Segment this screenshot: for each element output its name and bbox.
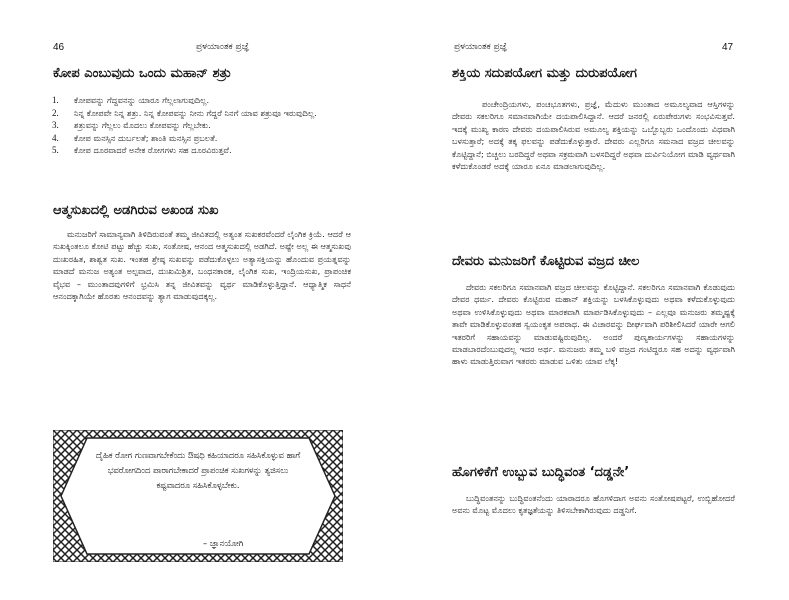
list-item: [52, 119, 357, 132]
list-item: [52, 144, 357, 157]
list-item: [52, 94, 357, 107]
list-text: ಕೋಪ ದೂರವಾದರೆ ಅನೇಕ ರೋಗಗಳು ಸಹ ದೂರವಿರುತ್ತವೆ.: [74, 145, 232, 156]
body-paragraph: ದೇವರು ಸಕಲರಿಗೂ ಸಮಾನವಾಗಿ ವಜ್ರದ ಚೀಲವನ್ನು ಕೊಟ್ಟಿದ್ದಾನೆ. ಸಕಲರಿಗೂ ಸಮಾನವಾಗಿ ಕೊಡುವುದು ದೇವರ ಧರ್ಮ. ದೇವರು ಕೊಟ್ಟಿರುವ ಮಹಾನ್ ಶಕ್ತಿಯನ್ನು ಬಳಸಿಕೊಳ್ಳುವುದು ಅಥವಾ ಕಳೆದುಕೊಳ್ಳುವುದು ಅಥವಾ ಉಳಿಸಿಕೊಳ್ಳುವುದು ಅಥವಾ ಮಾರಕವಾಗಿ ಮಾರ್ಪಡಿಸಿಕೊಳ್ಳುವುದು – ಎಲ್ಲವೂ ಮನುಜರು ತಮ್ಮಷ್ಟಕ್ಕೆ ತಾವೇ ಮಾಡಿಕೊಳ್ಳುವಂತಹ ಸ್ವಯಂಕೃತ ಅಪರಾಧ. ಈ ವಿಚಾರವನ್ನು ದೀರ್ಘವಾಗಿ ಪರಿಶೀಲಿಸಿದರೆ ಯಾರೇ ಆಗಲಿ ಇತರರಿಗೆ ಸಹಾಯವನ್ನು ಮಾಡುವಷ್ಟಿರುವುದಿಲ್ಲ. ಅಂದರೆ ಪುಣ್ಯಕಾರ್ಯಗಳನ್ನು ಸಹಾಯಗಳನ್ನು ಮಾಡಬಾರದೆಂಬುವುದಲ್ಲ ಇದರ ಅರ್ಥ. ಮನುಜರು ತಮ್ಮ ಬಳಿ ವಜ್ರದ ಗಂಟಿದ್ದರೂ ಸಹ ಅದನ್ನು ವ್ಯರ್ಥವಾಗಿ ಹಾಳು ಮಾಡುತ್ತಿರುವಾಗ ಇತರರು ಮಾಡುವ ಒಳಿತು ಯಾವ ಲೆಕ್ಕ!: [452, 282, 735, 367]
body-paragraph: ಬುದ್ಧಿವಂತನನ್ನು ಬುದ್ಧಿವಂತನೆಂದು ಯಾರಾದರೂ ಹೊಗಳಿದಾಗ ಅವನು ಸಂತೋಷಪಟ್ಟರೆ, ಉಬ್ಬಿಹೋದರೆ ಅವನು ಮೊಟ್ಟ ಮೊದಲು ಕೃತಜ್ಞತೆಯನ್ನು ತಿಳಿಸಬೇಕಾಗಿರುವುದು ದಡ್ಡನಿಗೆ.: [452, 493, 735, 516]
list-text: ಶತ್ರುವನ್ನು ಗೆಲ್ಲಲು ಮೊದಲು ಕೋಪವನ್ನು ಗೆಲ್ಲಬೇಕು.: [74, 120, 211, 131]
list-number: 4.: [52, 132, 59, 143]
list-number: 3.: [52, 120, 59, 131]
list-number: 2.: [52, 107, 59, 118]
page-number: 47: [722, 42, 734, 53]
list-text: ಕೋಪವನ್ನು ಗೆದ್ದವನನ್ನು ಯಾರೂ ಗೆಲ್ಲಲಾಗುವುದಿಲ್ಲ.: [74, 95, 210, 105]
quote-attribution: – ಜ್ಞಾನಯೋಗಿ: [203, 538, 244, 548]
page-number: 46: [53, 42, 65, 53]
section-heading-diamond-bag: ದೇವರು ಮನುಜರಿಗೆ ಕೊಟ್ಟಿರುವ ವಜ್ರದ ಚೀಲ: [452, 254, 640, 269]
right-page: [395, 0, 789, 600]
left-page: [0, 0, 394, 600]
list-number: 1.: [52, 95, 59, 105]
body-paragraph: ಮನುಜರಿಗೆ ಸಾಮಾನ್ಯವಾಗಿ ತಿಳಿದಿರುವಂತೆ ತಮ್ಮ ಜೀವಿತದಲ್ಲಿ ಅತ್ಯಂತ ಸುಖಕರವೆಂದರೆ ಲೈಂಗಿಕ ಕ್ರಿಯೆ. ಆದರೆ ಆ ಸುಖಕ್ಕಿಂತಲೂ ಕೋಟಿ ಪಟ್ಟು ಹೆಚ್ಚು ಸುಖ, ಸಂತೋಷ, ಆನಂದ ಆತ್ಮಸುಖದಲ್ಲಿ ಅಡಗಿದೆ. ಅಷ್ಟೇ ಅಲ್ಲ ಈ ಆತ್ಮಸುಖವು ದುಃಖರಹಿತ, ಶಾಶ್ವತ ಸುಖ. ಇಂತಹ ಶ್ರೇಷ್ಠ ಸುಖವನ್ನು ಪಡೆದುಕೊಳ್ಳಲು ಅತ್ಯಾಸಕ್ತಿಯನ್ನು ಹೊಂದುವ ಪ್ರಯತ್ನವನ್ನು ಮಾಡದೆ ಮನುಜ ಅತ್ಯಂತ ಅಲ್ಪವಾದ, ದುಃಖಮಿಶ್ರಿತ, ಬಂಧನಕಾರಕ, ಲೈಂಗಿಕ ಸುಖ, ಇಂದ್ರಿಯಸುಖ, ಪ್ರಾಪಂಚಿಕ ವೈಭವ – ಮುಂತಾದವುಗಳಿಗೆ ಭ್ರಮಿಸಿ ತನ್ನ ಜೀವಿತವನ್ನು ವ್ಯರ್ಥ ಮಾಡಿಕೊಳ್ಳುತ್ತಿದ್ದಾನೆ. ಆಧ್ಯಾತ್ಮಿಕ ಸಾಧನೆ ಆನಂದಕ್ಕಾಗಿಯೇ ಹೊರತು ಆನಂದವನ್ನು ತ್ಯಾಗ ಮಾಡುವುದಕ್ಕಲ್ಲ.: [53, 229, 351, 302]
running-head: ಪ್ರಳಯಾಂತಕ ಪ್ರಜ್ಞೆ: [196, 42, 250, 52]
section-heading-self-bliss: ಆತ್ಮಸುಖದಲ್ಲಿ ಅಡಗಿರುವ ಅಖಂಡ ಸುಖ: [53, 203, 219, 218]
quote-text: ದೈಹಿಕ ರೋಗ ಗುಣವಾಗಬೇಕೆಂದು ಔಷಧಿ ಕಹಿಯಾದರೂ ಸಹಿಸಿಕೊಳ್ಳುವ ಹಾಗೆ ಭವರೋಗದಿಂದ ಪಾರಾಗಬೇಕಾದರೆ ಪ್ರಾಪಂಚಿಕ ಸುಖಗಳನ್ನು ತ್ಯಜಿಸಲು ಕಷ್ಟವಾದರೂ ಸಹಿಸಿಕೊಳ್ಳಬೇಕು.: [95, 450, 301, 490]
list-text: ನಿನ್ನ ಕೋಪವೇ ನಿನ್ನ ಶತ್ರು. ನಿನ್ನ ಕೋಪವನ್ನು ನೀನು ಗೆದ್ದರೆ ನಿನಗೆ ಯಾವ ಶತ್ರುವೂ ಇರುವುದಿಲ್ಲ.: [74, 107, 317, 118]
anger-list: [52, 94, 357, 157]
list-number: 5.: [52, 145, 59, 156]
section-heading-praise: ಹೊಗಳಿಕೆಗೆ ಉಬ್ಬುವ ಬುದ್ಧಿವಂತ ‘ದಡ್ಡನೇ’: [452, 465, 630, 480]
running-head: ಪ್ರಳಯಾಂತಕ ಪ್ರಜ್ಞೆ: [454, 42, 508, 52]
body-paragraph: ಪಂಚೇಂದ್ರಿಯಗಳು, ಪಂಚಭೂತಗಳು, ಪ್ರಜ್ಞೆ, ಮೆದುಳು ಮುಂತಾದ ಅಮೂಲ್ಯವಾದ ಆಸ್ತಿಗಳನ್ನು ದೇವರು ಸಕಲರಿಗೂ ಸಮಾನವಾಗಿಯೇ ದಯಪಾಲಿಸಿದ್ದಾನೆ. ಆದರೆ ಜನರಲ್ಲಿ ಏರುಪೇರುಗಳು ಸಂಭವಿಸುತ್ತವೆ. ಇದಕ್ಕೆ ಮುಖ್ಯ ಕಾರಣ ದೇವರು ದಯಪಾಲಿಸಿರುವ ಅಮೂಲ್ಯ ಶಕ್ತಿಯನ್ನು ಒಬ್ಬೊಬ್ಬರು ಒಂದೊಂದು ವಿಧವಾಗಿ ಬಳಸುತ್ತಾರೆ; ಅದಕ್ಕೆ ತಕ್ಕ ಫಲವನ್ನು ಪಡೆದುಕೊಳ್ಳುತ್ತಾರೆ. ದೇವರು ಎಲ್ಲರಿಗೂ ಸಮನಾದ ವಜ್ರದ ಚೀಲವನ್ನು ಕೊಟ್ಟಿದ್ದಾನೆ; ಬಿಚ್ಚಲು ಬರದಿದ್ದರೆ ಅಥವಾ ಸಕ್ರಮವಾಗಿ ಬಳಸದಿದ್ದರೆ ಅಥವಾ ದುರ್ವಿನಿಯೋಗ ಮಾಡಿ ವ್ಯರ್ಥವಾಗಿ ಕಳೆದುಕೊಂಡರೆ ಅದಕ್ಕೆ ಯಾರೂ ಏನೂ ಮಾಡಲಾಗುವುದಿಲ್ಲ.: [452, 99, 735, 172]
quote-box: [53, 430, 343, 562]
section-heading-power-use: ಶಕ್ತಿಯ ಸದುಪಯೋಗ ಮತ್ತು ದುರುಪಯೋಗ: [452, 66, 637, 81]
list-item: [52, 132, 357, 145]
list-item: [52, 107, 357, 120]
list-text: ಕೋಪ ಮನಸ್ಸಿನ ದುರ್ಬಲತೆ; ಶಾಂತಿ ಮನಸ್ಸಿನ ಪ್ರಬಲತೆ.: [74, 132, 218, 143]
section-heading-anger: ಕೋಪ ಎಂಬುವುದು ಒಂದು ಮಹಾನ್ ಶತ್ರು: [53, 66, 232, 81]
